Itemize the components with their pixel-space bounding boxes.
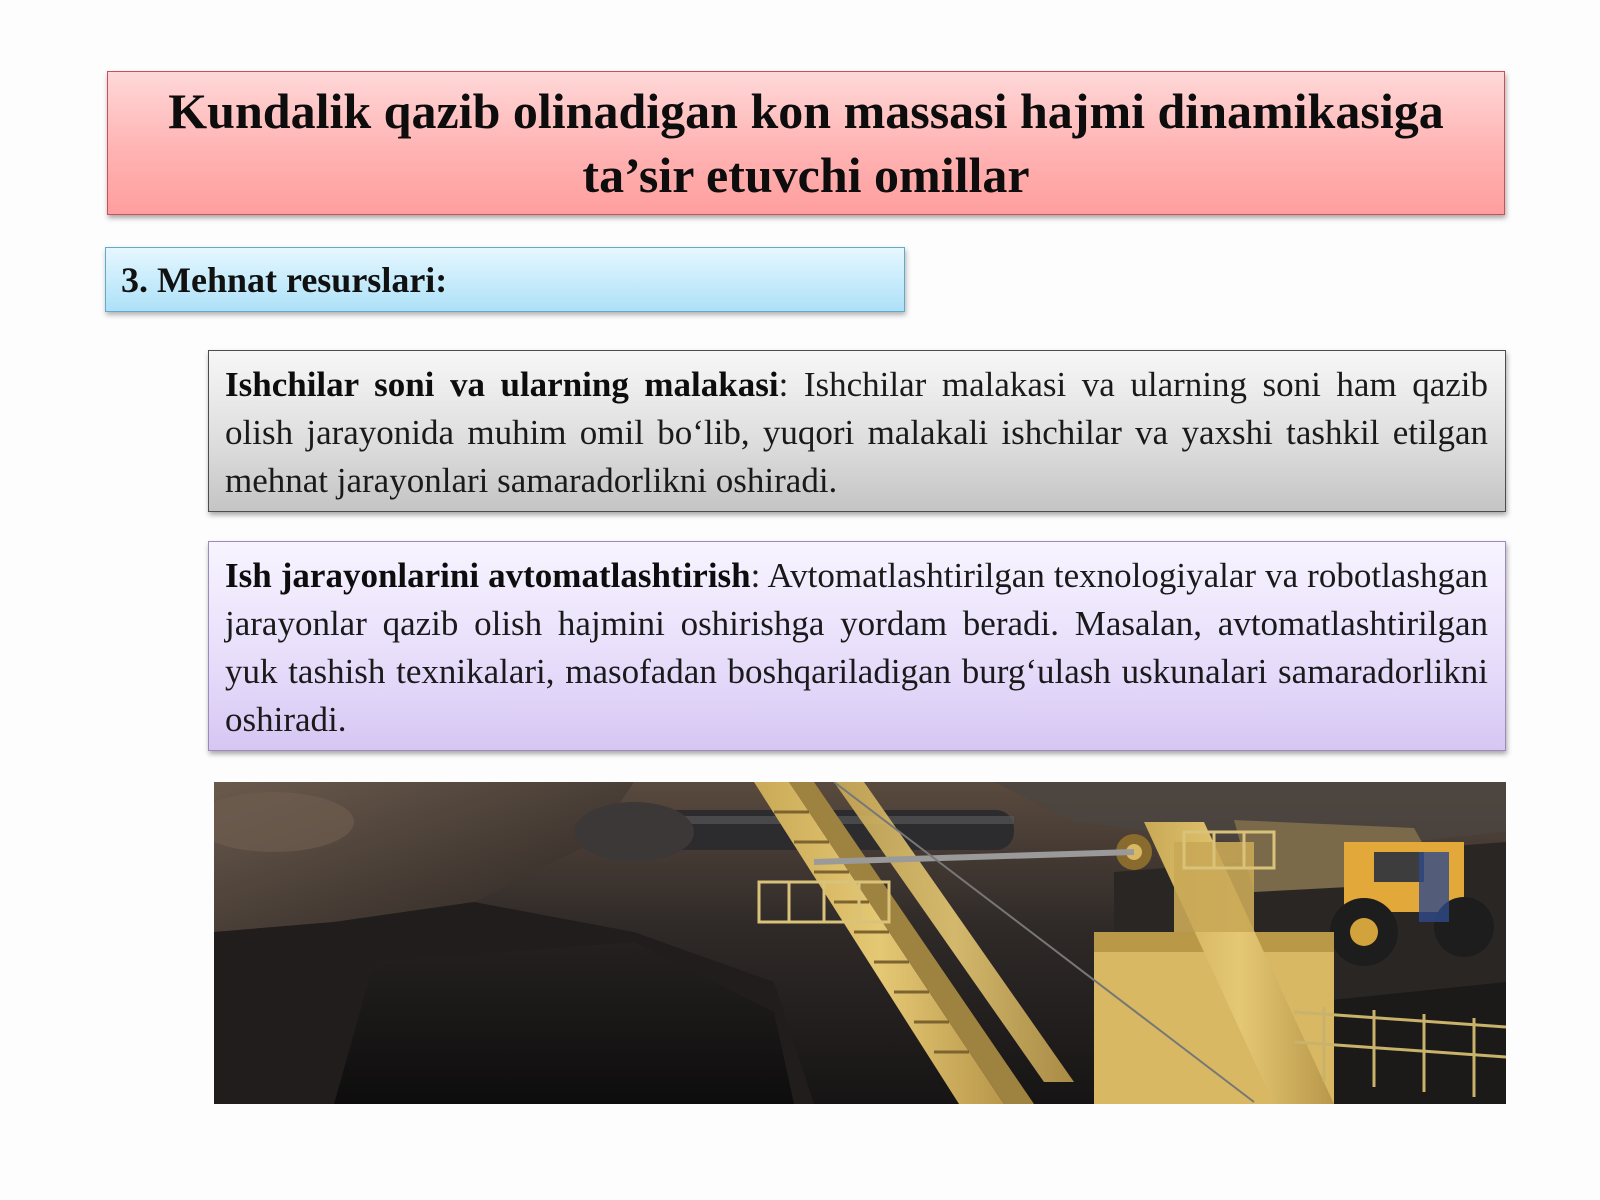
title-banner xyxy=(107,71,1505,215)
card-term: Ishchilar soni va ularning malakasi xyxy=(225,365,779,404)
section-heading: 3. Mehnat resurslari: xyxy=(121,259,448,300)
section-heading-box xyxy=(105,247,905,312)
card-term: Ish jarayonlarini avtomatlashtirish xyxy=(225,556,751,595)
card-body: : Avtomatlashtirilgan texnologiyalar va robotlashgan jarayonlar qazib olish hajmini oshirishga yordam beradi. Masalan, avtomatlashtirilgan yuk tashish texnikalari, masofadan boshqariladigan burg‘ulash uskunalari samaradorlikni oshiradi. xyxy=(225,556,1488,739)
card-body: : Ishchilar malakasi va ularning soni ham qazib olish jarayonida muhim omil bo‘lib, yuqori malakali ishchilar va yaxshi tashkil etilgan mehnat jarayonlari samaradorlikni oshiradi. xyxy=(225,365,1489,500)
slide-title: Kundalik qazib olinadigan kon massasi hajmi dinamikasiga ta’sir etuvchi omillar xyxy=(168,83,1444,203)
card-automation xyxy=(208,541,1506,751)
mining-photo xyxy=(214,782,1506,1104)
card-workers-qualification xyxy=(208,350,1506,512)
